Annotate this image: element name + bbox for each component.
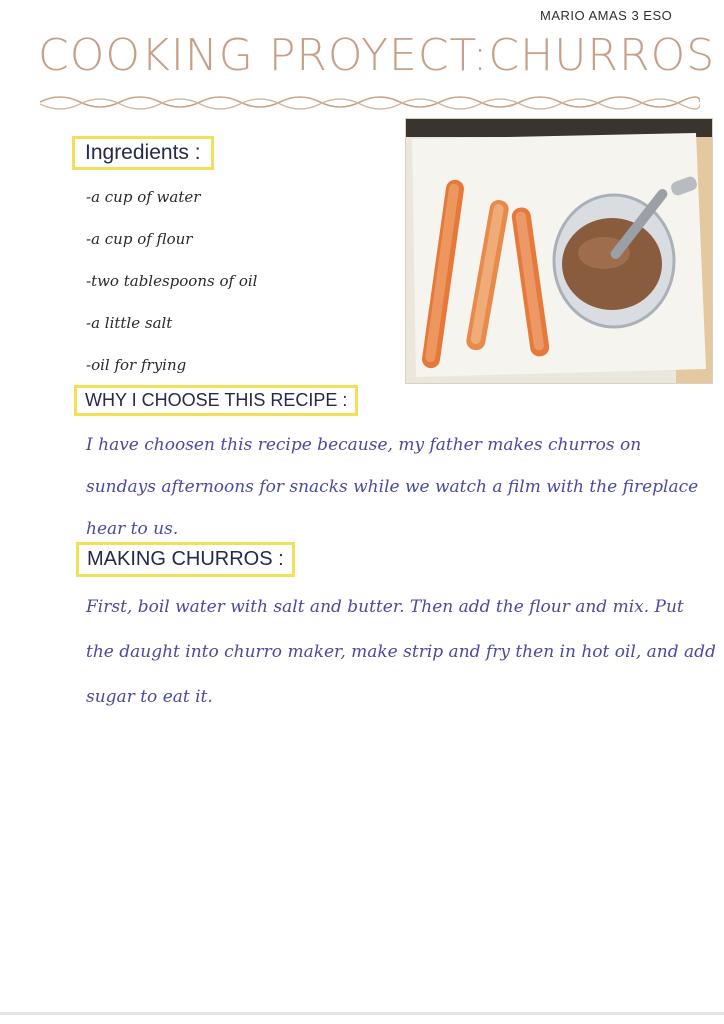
ingredients-heading: Ingredients : — [72, 136, 214, 170]
churros-photo — [405, 118, 713, 384]
why-heading: WHY I CHOOSE THIS RECIPE : — [74, 385, 358, 416]
ingredient-item: -a little salt — [86, 314, 173, 332]
ingredient-item: -a cup of water — [86, 188, 201, 206]
why-paragraph: I have choosen this recipe because, my father makes churros on sundays afternoons for snacks while we watch a film with the fireplace hear to us. — [86, 435, 699, 539]
ingredient-item: -a cup of flour — [86, 230, 193, 248]
ingredient-item: -two tablespoons of oil — [86, 272, 258, 290]
making-paragraph: First, boil water with salt and butter. Then add the flour and mix. Put the daught into churro maker, make strip and fry then in hot oil, and add sugar to eat it. — [86, 597, 716, 707]
ingredients-list — [86, 180, 257, 390]
making-heading: MAKING CHURROS : — [76, 542, 295, 577]
decorative-wave-divider — [40, 92, 700, 114]
ingredient-item: -oil for frying — [86, 356, 187, 374]
page-title: COOKING PROYECT:CHURROS — [38, 30, 716, 81]
page-bottom-edge — [0, 1012, 724, 1015]
author-label: MARIO AMAS 3 ESO — [540, 8, 673, 23]
